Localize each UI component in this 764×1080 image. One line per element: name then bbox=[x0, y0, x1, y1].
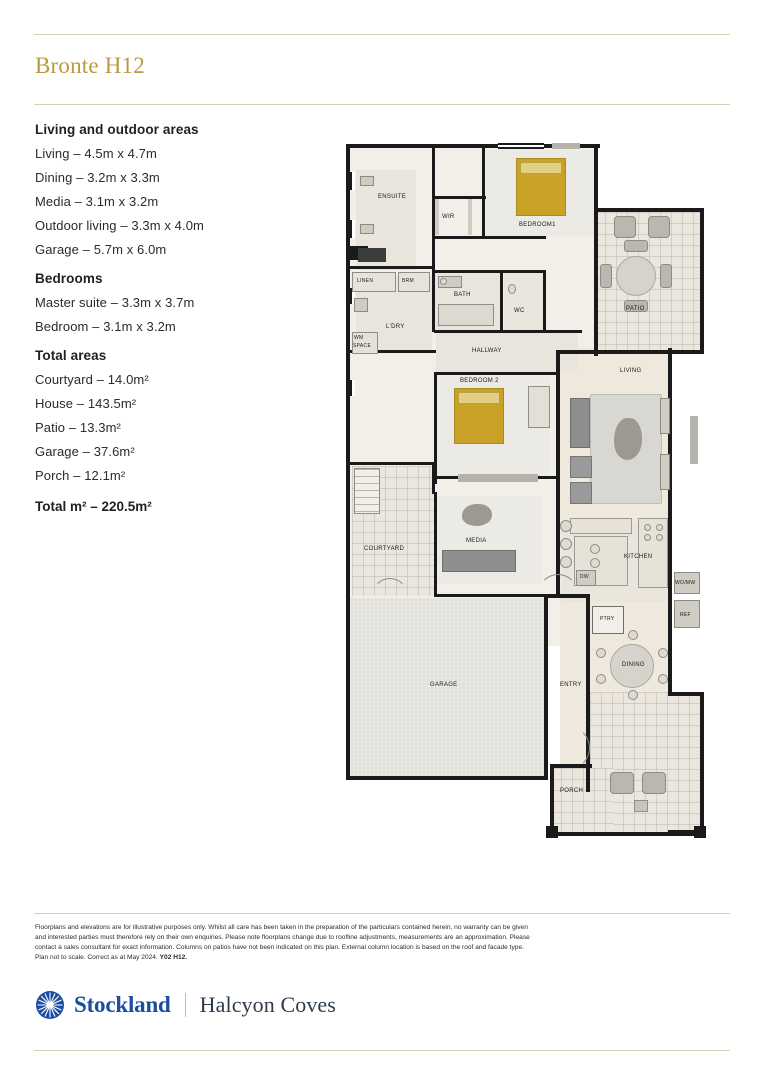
basin bbox=[360, 176, 374, 186]
dining-chair bbox=[596, 674, 606, 684]
lounge-chair bbox=[648, 216, 670, 238]
room-label-bedroom1: BEDROOM1 bbox=[519, 222, 556, 228]
floor-garage bbox=[350, 598, 546, 780]
wall bbox=[596, 208, 704, 212]
wall bbox=[434, 196, 486, 199]
room-label-wir: WIR bbox=[442, 214, 455, 220]
door-swing bbox=[538, 574, 578, 614]
label-ptry: PTRY bbox=[600, 616, 615, 622]
spec-heading: Living and outdoor areas bbox=[35, 122, 199, 137]
disclaimer bbox=[35, 923, 735, 963]
window bbox=[350, 380, 355, 396]
room-label-bath: BATH bbox=[454, 292, 471, 298]
wall bbox=[586, 594, 590, 792]
room-label-media: MEDIA bbox=[466, 538, 487, 544]
room-label-hallway: HALLWAY bbox=[472, 348, 502, 354]
wardrobe bbox=[528, 386, 550, 428]
bar-stool bbox=[560, 520, 572, 532]
stairs bbox=[354, 468, 380, 514]
wall bbox=[434, 594, 548, 597]
divider-bottom bbox=[34, 1050, 730, 1051]
stockland-logo-icon bbox=[35, 990, 65, 1020]
media-ottoman bbox=[462, 504, 492, 526]
room-label-kitchen: KITCHEN bbox=[624, 554, 653, 560]
dining-chair bbox=[658, 674, 668, 684]
bathtub bbox=[438, 304, 494, 326]
brand-lockup bbox=[35, 990, 336, 1020]
basin bbox=[360, 224, 374, 234]
total-area: Total m² – 220.5m² bbox=[35, 499, 152, 514]
spec-line: House – 143.5m² bbox=[35, 396, 137, 411]
spec-line: Outdoor living – 3.3m x 4.0m bbox=[35, 218, 204, 233]
label-wm: WM bbox=[354, 335, 364, 341]
wall bbox=[482, 148, 485, 238]
bar-stool bbox=[560, 556, 572, 568]
window bbox=[350, 220, 355, 238]
pillow bbox=[458, 392, 500, 404]
floor-porch-left bbox=[550, 768, 614, 832]
room-label-wc: WC bbox=[514, 308, 525, 314]
wall bbox=[500, 270, 503, 332]
spec-line: Bedroom – 3.1m x 3.2m bbox=[35, 319, 176, 334]
cooktop-burner bbox=[644, 534, 651, 541]
column bbox=[546, 826, 558, 838]
armchair bbox=[570, 482, 592, 504]
coffee-table bbox=[614, 418, 642, 460]
sink bbox=[590, 544, 600, 554]
chair bbox=[660, 264, 672, 288]
window bbox=[350, 172, 355, 190]
cooktop-burner bbox=[656, 534, 663, 541]
spec-group-living bbox=[35, 122, 315, 257]
room-label-patio: PATIO bbox=[626, 306, 645, 312]
disclaimer-line: and interested parties must therefore rely on their own enquiries. Please note floorplans change due to roofline adjustments, measurements are an approximation. Please bbox=[35, 933, 530, 941]
cooktop-burner bbox=[644, 524, 651, 531]
page-title: Bronte H12 bbox=[35, 53, 145, 78]
room-label-linen: LINEN bbox=[357, 278, 374, 284]
cooktop-burner bbox=[656, 524, 663, 531]
disclaimer-line: Plan not to scale. Correct as at May 2024. bbox=[35, 953, 158, 961]
specifications bbox=[35, 122, 315, 514]
wall bbox=[346, 458, 350, 602]
laundry-tub bbox=[354, 298, 368, 312]
room-label-garage: GARAGE bbox=[430, 682, 458, 688]
wall bbox=[434, 330, 582, 333]
label-space: SPACE bbox=[353, 343, 372, 349]
kitchen-cooktop-run bbox=[638, 518, 668, 588]
spec-group-total-areas bbox=[35, 348, 315, 483]
wall bbox=[346, 598, 350, 780]
divider-footer bbox=[34, 913, 730, 914]
brand-subname: Halcyon Coves bbox=[199, 992, 336, 1017]
spec-line: Master suite – 3.3m x 3.7m bbox=[35, 295, 195, 310]
window bbox=[552, 143, 580, 149]
armchair bbox=[570, 456, 592, 478]
disclaimer-plan-code: Y02 H12. bbox=[159, 953, 188, 961]
divider-top bbox=[34, 34, 730, 35]
disclaimer-line: Floorplans and elevations are for illustrative purposes only. Whilst all care has been taken in the preparation of the particulars contained herein, no warranty can be given bbox=[35, 924, 528, 931]
wall bbox=[434, 270, 546, 273]
dining-chair bbox=[628, 630, 638, 640]
wall bbox=[558, 350, 600, 354]
toilet bbox=[508, 284, 516, 294]
room-label-porch: PORCH bbox=[560, 788, 584, 794]
robe bbox=[468, 199, 472, 235]
tv-unit bbox=[660, 398, 670, 434]
chair bbox=[600, 264, 612, 288]
outdoor-chair bbox=[642, 772, 666, 794]
wall bbox=[434, 236, 546, 239]
spec-line: Dining – 3.2m x 3.3m bbox=[35, 170, 160, 185]
room-label-courtyard: COURTYARD bbox=[364, 546, 405, 552]
spec-line: Media – 3.1m x 3.2m bbox=[35, 194, 159, 209]
floor-wc bbox=[504, 272, 544, 330]
dining-chair bbox=[596, 648, 606, 658]
chair bbox=[624, 240, 648, 252]
wall bbox=[432, 268, 435, 332]
room-label-ldry: L'DRY bbox=[386, 324, 405, 330]
spec-line: Living – 4.5m x 4.7m bbox=[35, 146, 157, 161]
spec-heading: Total areas bbox=[35, 348, 107, 363]
spec-line: Porch – 12.1m² bbox=[35, 468, 126, 483]
wall bbox=[350, 266, 434, 269]
room-label-dining: DINING bbox=[622, 662, 645, 668]
wall bbox=[346, 776, 548, 780]
sink bbox=[590, 558, 600, 568]
wall bbox=[434, 492, 437, 596]
wall bbox=[596, 350, 704, 354]
brand-divider bbox=[185, 993, 186, 1017]
label-dw: DW bbox=[580, 574, 589, 580]
robe bbox=[435, 199, 439, 235]
shower bbox=[358, 248, 386, 262]
bar-stool bbox=[560, 538, 572, 550]
spec-line: Garage – 5.7m x 6.0m bbox=[35, 242, 167, 257]
disclaimer-line-last bbox=[35, 953, 735, 963]
spec-line: Patio – 13.3m² bbox=[35, 420, 121, 435]
spec-line: Garage – 37.6m² bbox=[35, 444, 135, 459]
label-ref: REF bbox=[680, 612, 691, 618]
sofa bbox=[570, 398, 590, 448]
patio-table bbox=[616, 256, 656, 296]
spec-line: Courtyard – 14.0m² bbox=[35, 372, 149, 387]
brand-name: Stockland bbox=[74, 992, 171, 1017]
door-swing bbox=[372, 578, 408, 614]
wall bbox=[556, 350, 560, 594]
spec-heading: Bedrooms bbox=[35, 271, 103, 286]
kitchen-island bbox=[570, 518, 632, 534]
wall bbox=[543, 270, 546, 332]
wall bbox=[594, 144, 598, 356]
column bbox=[694, 826, 706, 838]
wall bbox=[346, 396, 350, 462]
wall bbox=[700, 692, 704, 836]
window bbox=[458, 474, 538, 482]
room-label-bedroom2: BEDROOM 2 bbox=[460, 378, 499, 384]
window bbox=[498, 143, 544, 149]
room-label-ensuite: ENSUITE bbox=[378, 194, 407, 200]
outdoor-chair bbox=[610, 772, 634, 794]
wall bbox=[668, 692, 704, 696]
tv-unit bbox=[660, 454, 670, 490]
lounge-chair bbox=[614, 216, 636, 238]
basin bbox=[440, 278, 447, 285]
room-label-living: LIVING bbox=[620, 368, 642, 374]
label-wo-mw: WO/MW bbox=[675, 580, 696, 586]
wall bbox=[700, 208, 704, 354]
dining-chair bbox=[658, 648, 668, 658]
pillow bbox=[520, 162, 562, 174]
dining-chair bbox=[628, 690, 638, 700]
wall bbox=[432, 462, 435, 494]
wall bbox=[434, 372, 556, 375]
floorplan-drawing bbox=[338, 136, 730, 848]
media-sofa bbox=[442, 550, 516, 572]
wall bbox=[350, 462, 434, 465]
window bbox=[690, 416, 698, 464]
disclaimer-line: contact a sales consultant for exact information. Columns on patios have not been indicated on this plan. External column location is based on the roof and facade type. bbox=[35, 943, 524, 951]
side-table bbox=[634, 800, 648, 812]
wall bbox=[550, 764, 554, 834]
room-label-brm: BRM bbox=[402, 278, 415, 284]
spec-group-bedrooms bbox=[35, 271, 315, 334]
door-swing bbox=[546, 726, 590, 770]
divider-under-title bbox=[34, 104, 730, 105]
room-label-entry: ENTRY bbox=[560, 682, 582, 688]
